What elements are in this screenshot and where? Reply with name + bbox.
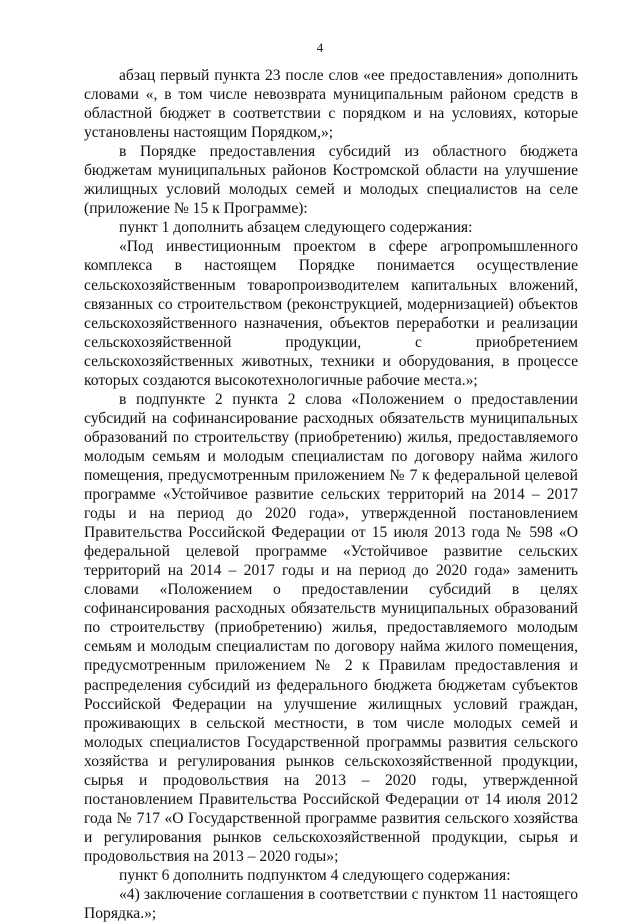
paragraph: абзац первый пункта 23 после слов «ее предоставления» дополнить словами «, в том числе невозврата муниципальным районом средств в областной бюджет в соответствии с порядком и на условиях, которые установлены настоящим Порядком,»;: [84, 67, 578, 142]
page-number: 4: [316, 40, 324, 55]
paragraph: пункт 1 дополнить абзацем следующего содержания:: [119, 219, 473, 237]
paragraph: «Под инвестиционным проектом в сфере агропромышленного комплекса в настоящем Порядке понимается осуществление сельскохозяйственным товаропроизводителем капитальных вложений, связанных со строительством (реконструкцией, модернизацией) объектов сельскохозяйственного назначения, объектов переработки и реализации сельскохозяйственной продукции, с приобретением сельскохозяйственных животных, техники и оборудования, в процессе которых создаются высокотехнологичные рабочие места.»;: [84, 238, 578, 389]
document-body: [84, 66, 578, 923]
paragraph: пункт 6 дополнить подпунктом 4 следующего содержания:: [119, 866, 511, 884]
paragraph: в Порядке предоставления субсидий из областного бюджета бюджетам муниципальных районов Костромской области на улучшение жилищных условий молодых семей и молодых специалистов на селе (приложение № 15 к Программе):: [84, 143, 578, 218]
paragraph: в подпункте 2 пункта 2 слова «Положением о предоставлении субсидий на софинансирование расходных обязательств муниципальных образований по строительству (приобретению) жилья, предоставляемого молодым семьям и молодым специалистам по договору найма жилого помещения, предусмотренным приложением № 7 к федеральной целевой программе «Устойчивое развитие сельских территорий на 2014 – 2017 годы и на период до 2020 года», утвержденной постановлением Правительства Российской Федерации от 15 июля 2013 года № 598 «О федеральной целевой программе «Устойчивое развитие сельских территорий на 2014 – 2017 годы и на период до 2020 года» заменить словами «Положением о предоставлении субсидий в целях софинансирования расходных обязательств муниципальных образований по строительству (приобретению) жилья, предоставляемого молодым семьям и молодым специалистам по договору найма жилого помещения, предусмотренным приложением № 2 к Правилам предоставления и распределения субсидий из федерального бюджета бюджетам субъектов Российской Федерации на улучшение жилищных условий граждан, проживающих в сельской местности, в том числе молодых семей и молодых специалистов Государственной программы развития сельского хозяйства и регулирования рынков сельскохозяйственной продукции, сырья и продовольствия на 2013 – 2020 годы, утвержденной постановлением Правительства Российской Федерации от 14 июля 2012 года № 717 «О Государственной программе развития сельского хозяйства и регулирования рынков сельскохозяйственной продукции, сырья и продовольствия на 2013 – 2020 годы»;: [84, 390, 578, 865]
paragraph: «4) заключение соглашения в соответствии с пунктом 11 настоящего Порядка.»;: [84, 886, 578, 923]
